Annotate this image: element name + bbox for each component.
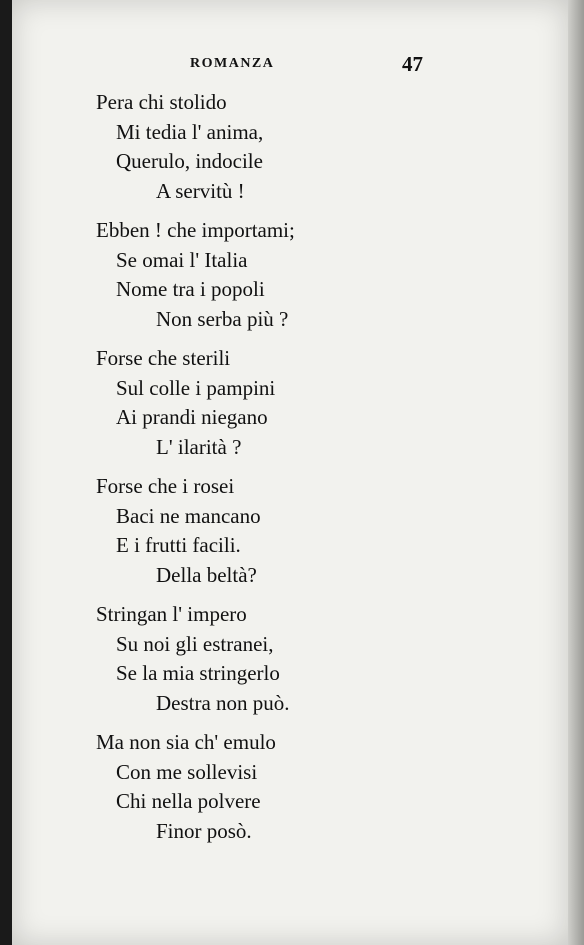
- verse-line: A servitù !: [156, 178, 245, 203]
- verse-line: Nome tra i popoli: [116, 277, 265, 301]
- verse-line: Baci ne mancano: [116, 503, 261, 528]
- stanza: [96, 600, 536, 718]
- book-page: [12, 0, 568, 945]
- stanza: [96, 472, 536, 590]
- verse-line: Forse che i rosei: [96, 474, 235, 498]
- verse-line: Mi tedia l' anima,: [116, 119, 264, 144]
- stanza: [96, 216, 536, 334]
- verse-line: Destra non può.: [156, 690, 290, 715]
- verse-line: Su noi gli estranei,: [116, 631, 274, 656]
- running-title: ROMANZA: [190, 56, 275, 71]
- page-header: [12, 52, 568, 76]
- verse-line: Sul colle i pampini: [116, 375, 276, 400]
- verse-line: Ai prandi niegano: [116, 405, 268, 429]
- stanza: [96, 344, 536, 462]
- verse-line: Con me sollevisi: [116, 759, 258, 784]
- verse-line: Querulo, indocile: [116, 149, 263, 173]
- page-edge: [568, 0, 584, 945]
- stanza: [96, 728, 536, 846]
- page-number: 47: [402, 52, 423, 76]
- verse-line: Stringan l' impero: [96, 602, 247, 626]
- verse-line: Forse che sterili: [96, 346, 231, 370]
- verse-line: Della beltà?: [156, 562, 257, 587]
- verse-line: Chi nella polvere: [116, 789, 261, 813]
- verse-line: Finor posò.: [156, 818, 252, 843]
- poem: [96, 88, 536, 856]
- verse-line: Se omai l' Italia: [116, 247, 248, 272]
- verse-line: Ebben ! che importami;: [96, 218, 295, 242]
- verse-line: E i frutti facili.: [116, 533, 241, 557]
- verse-line: Ma non sia ch' emulo: [96, 730, 276, 754]
- stanza: [96, 88, 536, 206]
- verse-line: L' ilarità ?: [156, 434, 242, 459]
- verse-line: Pera chi stolido: [96, 90, 227, 114]
- verse-line: Non serba più ?: [156, 306, 289, 331]
- verse-line: Se la mia stringerlo: [116, 661, 280, 685]
